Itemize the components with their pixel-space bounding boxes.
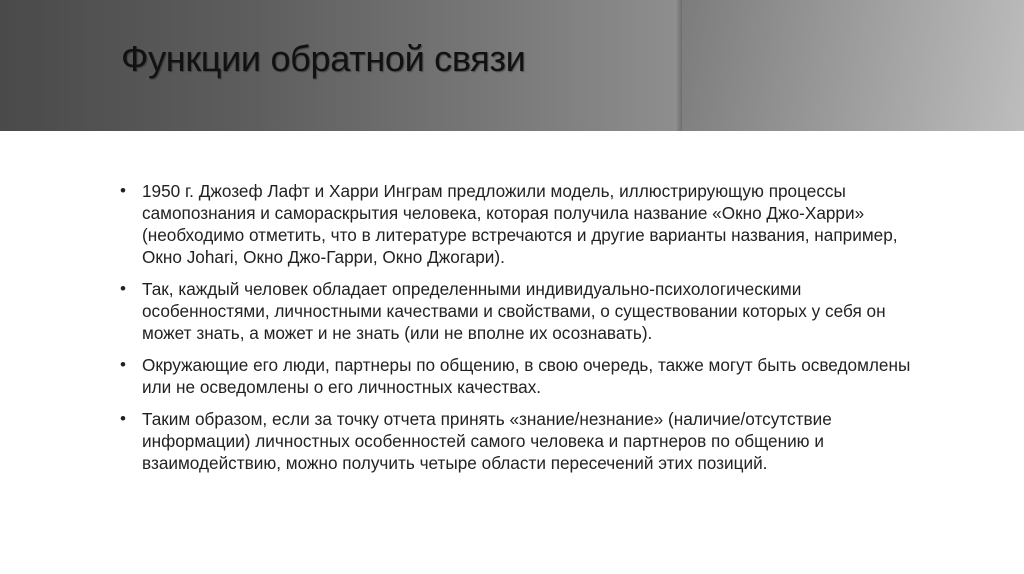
bullet-marker: •: [120, 409, 126, 428]
slide-title: Функции обратной связи: [121, 38, 526, 79]
bullet-item: [120, 354, 920, 398]
bullet-text: Так, каждый человек обладает определенными индивидуально-психологическими особенностями, личностными качествами и свойствами, о существовании которых у себя он может знать, а может и не знать (или не вполне их осознавать).: [142, 279, 886, 343]
bullet-text: Таким образом, если за точку отчета принять «знание/незнание» (наличие/отсутствие информации) личностных особенностей самого человека и партнеров по общению и взаимодействию, можно получить четыре области пересечений этих позиций.: [142, 409, 832, 473]
bullet-text: Окружающие его люди, партнеры по общению, в свою очередь, также могут быть осведомлены или не осведомлены о его личностных качествах.: [142, 355, 911, 397]
bullet-marker: •: [120, 355, 126, 374]
bullet-item: [120, 278, 920, 344]
bullet-marker: •: [120, 181, 126, 200]
bullet-item: [120, 408, 920, 474]
bullet-marker: •: [120, 279, 126, 298]
bullet-item: [120, 180, 920, 268]
bullet-text: 1950 г. Джозеф Лафт и Харри Инграм предложили модель, иллюстрирующую процессы самопознания и самораскрытия человека, которая получила название «Окно Джо-Харри» (необходимо отметить, что в литературе встречаются и другие варианты названия, например, Окно Johari, Окно Джо-Гарри, Окно Джогари).: [142, 181, 898, 267]
bullet-list: [120, 180, 920, 484]
